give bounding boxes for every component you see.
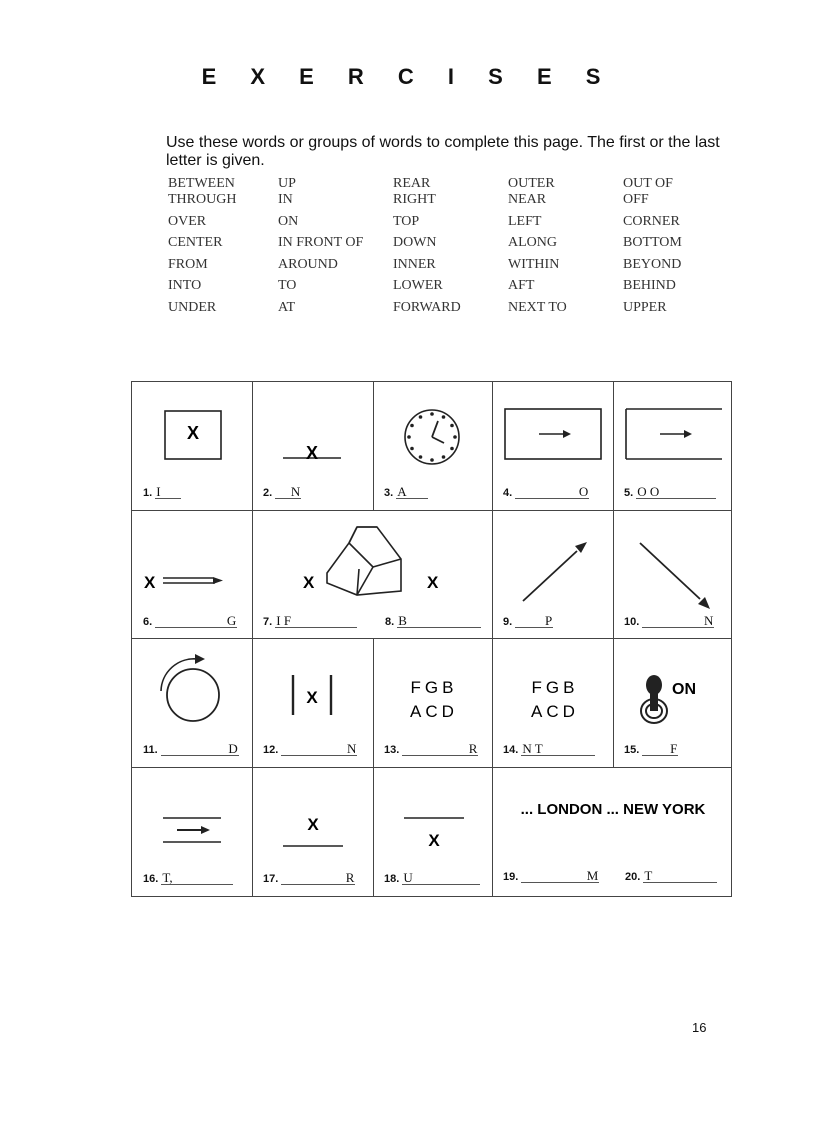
word: CORNER bbox=[623, 213, 680, 229]
word-row bbox=[168, 192, 728, 214]
switch-on-label: ON bbox=[672, 681, 696, 698]
word: WITHIN bbox=[508, 256, 560, 272]
word: AROUND bbox=[278, 256, 338, 272]
letters-bottom: ACD bbox=[531, 702, 579, 721]
answer-blank[interactable]: R bbox=[281, 871, 355, 885]
answer-blank[interactable]: N T bbox=[521, 742, 595, 756]
letters-bottom: ACD bbox=[410, 702, 458, 721]
item-number: 8. bbox=[385, 616, 395, 628]
word: LOWER bbox=[393, 278, 443, 293]
answer-blank[interactable]: O bbox=[515, 485, 589, 499]
answer-blank[interactable]: N bbox=[642, 614, 714, 628]
word-row bbox=[168, 257, 728, 279]
word-row bbox=[168, 235, 728, 257]
answer-blank[interactable]: N bbox=[281, 742, 357, 756]
word: IN FRONT OF bbox=[278, 235, 364, 250]
item-number: 5. bbox=[624, 487, 634, 499]
word-bank bbox=[168, 176, 728, 321]
word: THROUGH bbox=[168, 192, 237, 207]
word-row bbox=[168, 278, 728, 300]
word: OUT OF bbox=[623, 176, 673, 191]
word: BETWEEN bbox=[168, 176, 235, 191]
word: TOP bbox=[393, 213, 420, 229]
word: UNDER bbox=[168, 299, 217, 315]
item-number: 10. bbox=[624, 616, 640, 628]
grid-frame bbox=[131, 381, 732, 897]
answer-blank[interactable]: F bbox=[642, 742, 678, 756]
answer-blank[interactable]: I bbox=[155, 485, 181, 499]
word: DOWN bbox=[393, 235, 437, 250]
x-mark: X bbox=[186, 423, 200, 443]
item-number: 2. bbox=[263, 487, 273, 499]
word: FROM bbox=[168, 256, 208, 272]
item-number: 13. bbox=[384, 744, 400, 756]
item-number: 16. bbox=[143, 873, 159, 885]
item-number: 6. bbox=[143, 616, 153, 628]
word: BOTTOM bbox=[623, 235, 682, 250]
x-mark: X bbox=[428, 831, 440, 850]
answer-blank[interactable]: D bbox=[161, 742, 239, 756]
answer-blank[interactable]: T bbox=[643, 869, 717, 883]
answer-blank[interactable]: A bbox=[396, 485, 428, 499]
word: IN bbox=[278, 192, 293, 207]
word: INNER bbox=[393, 256, 436, 272]
word: FORWARD bbox=[393, 299, 461, 315]
letters-top: FGB bbox=[531, 678, 579, 697]
answer-blank[interactable]: R bbox=[402, 742, 478, 756]
item-number: 3. bbox=[384, 487, 394, 499]
word-row bbox=[168, 300, 728, 322]
word: AFT bbox=[508, 278, 535, 293]
answer-blank[interactable]: B bbox=[397, 614, 481, 628]
word: ON bbox=[278, 213, 299, 229]
word: UP bbox=[278, 176, 296, 191]
word: AT bbox=[278, 299, 296, 315]
word: NEAR bbox=[508, 192, 547, 207]
item-number: 1. bbox=[143, 487, 153, 499]
x-mark: X bbox=[144, 573, 156, 592]
answer-blank[interactable]: G bbox=[155, 614, 237, 628]
item-number: 18. bbox=[384, 873, 400, 885]
item-number: 15. bbox=[624, 744, 640, 756]
page-number: 16 bbox=[692, 1020, 707, 1035]
word: INTO bbox=[168, 278, 202, 293]
x-mark: X bbox=[306, 688, 318, 707]
answer-blank[interactable]: O O bbox=[636, 485, 716, 499]
answer-blank[interactable]: M bbox=[521, 869, 599, 883]
word: OFF bbox=[623, 192, 649, 207]
word: BEHIND bbox=[623, 278, 676, 293]
word-row bbox=[168, 214, 728, 236]
exercise-grid bbox=[131, 381, 732, 897]
word: BEYOND bbox=[623, 256, 682, 272]
word: ALONG bbox=[508, 235, 557, 250]
word: UPPER bbox=[623, 299, 667, 315]
item-number: 20. bbox=[625, 871, 641, 883]
word: RIGHT bbox=[393, 192, 436, 207]
cities-text: ... LONDON ... NEW YORK bbox=[520, 801, 706, 818]
word: TO bbox=[278, 278, 297, 293]
word: OUTER bbox=[508, 176, 555, 191]
instructions: Use these words or groups of words to complete this page. The first or the last letter is given. bbox=[166, 134, 720, 169]
answer-blank[interactable]: N bbox=[275, 485, 301, 499]
word: OVER bbox=[168, 213, 207, 229]
x-mark-behind: X bbox=[427, 573, 439, 592]
x-mark: X bbox=[307, 815, 319, 834]
item-number: 9. bbox=[503, 616, 513, 628]
word: REAR bbox=[393, 176, 431, 191]
answer-blank[interactable]: U bbox=[402, 871, 480, 885]
item-number: 4. bbox=[503, 487, 513, 499]
answer-blank[interactable]: I F bbox=[275, 614, 357, 628]
item-number: 14. bbox=[503, 744, 519, 756]
page-title: E X E R C I S E S bbox=[201, 64, 615, 89]
letters-top: FGB bbox=[410, 678, 458, 697]
answer-blank[interactable]: P bbox=[515, 614, 553, 628]
word-row bbox=[168, 176, 728, 192]
item-number: 19. bbox=[503, 871, 519, 883]
x-mark: X bbox=[305, 443, 319, 463]
word: NEXT TO bbox=[508, 299, 567, 315]
answer-blank[interactable]: T, bbox=[161, 871, 233, 885]
x-mark-front: X bbox=[303, 573, 315, 592]
item-number: 12. bbox=[263, 744, 279, 756]
word: CENTER bbox=[168, 235, 223, 250]
item-number: 17. bbox=[263, 873, 279, 885]
item-number: 11. bbox=[143, 744, 158, 756]
word: LEFT bbox=[508, 213, 542, 229]
item-number: 7. bbox=[263, 616, 273, 628]
